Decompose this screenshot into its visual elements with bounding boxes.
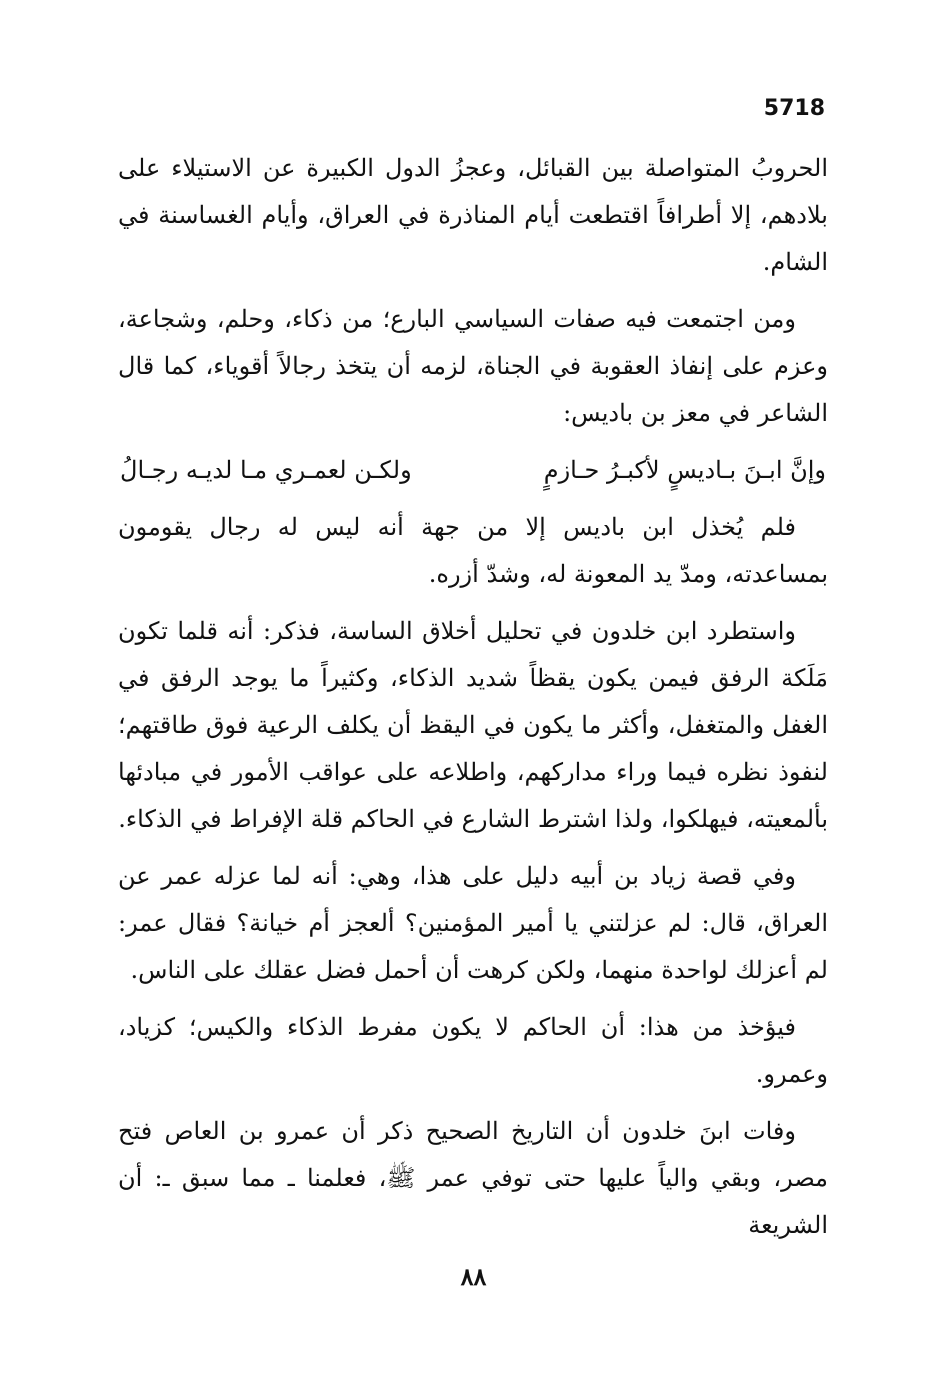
paragraph-5: وفي قصة زياد بن أبيه دليل على هذا، وهي: أنه لما عزله عمر عن العراق، قال: لم عزلتني يا أمير المؤمنين؟ ألعجز أم خيانة؟ فقال عمر: لم أعزلك لواحدة منهما، ولكن كرهت أن أحمل فضل عقلك على الناس. — [118, 862, 828, 984]
paragraph-4: واستطرد ابن خلدون في تحليل أخلاق الساسة، فذكر: أنه قلما تكون مَلَكة الرفق فيمن يكون يقظاً شديد الذكاء، وكثيراً ما يوجد الرفق في الغفل والمتغفل، وأكثر ما يكون في اليقظ أن يكلف الرعية فوق طاقتهم؛ لنفوذ نظره فيما وراء مداركهم، واطلاعه على عواقب الأمور في مبادئها بألمعيته، فيهلكوا، ولذا اشترط الشارع في الحاكم قلة الإفراط في الذكاء. — [118, 617, 828, 833]
paragraph-1: الحروبُ المتواصلة بين القبائل، وعجزُ الدول الكبيرة عن الاستيلاء على بلادهم، إلا أطرافاً اقتطعت أيام المناذرة في العراق، وأيام الغساسنة في الشام. — [118, 154, 828, 276]
poem-verse — [118, 447, 828, 494]
page-code: 5718 — [763, 96, 825, 121]
verse-second-hemistich: ولكـن لعمـري مـا لديـه رجـالُ — [120, 456, 412, 484]
paragraph-7: وفات ابنَ خلدون أن التاريخ الصحيح ذكر أن عمرو بن العاص فتح مصر، وبقي والياً عليها حتى توفي عمر ﷺ، فعلمنا ـ مما سبق ـ: أن الشريعة — [118, 1117, 828, 1239]
verse-first-hemistich: وإنَّ ابـنَ بـاديسٍ لأكبـرُ حـازمٍ — [543, 456, 826, 484]
paragraph-2: ومن اجتمعت فيه صفات السياسي البارع؛ من ذكاء، وحلم، وشجاعة، وعزم على إنفاذ العقوبة في الجناة، لزمه أن يتخذ رجالاً أقوياء، كما قال الشاعر في معز بن باديس: — [118, 305, 828, 427]
page-number: ٨٨ — [460, 1262, 487, 1291]
text-body — [118, 145, 828, 1259]
paragraph-6: فيؤخذ من هذا: أن الحاكم لا يكون مفرط الذكاء والكيس؛ كزياد، وعمرو. — [118, 1013, 828, 1088]
paragraph-3: فلم يُخذل ابن باديس إلا من جهة أنه ليس له رجال يقومون بمساعدته، ومدّ يد المعونة له، وشدّ أزره. — [118, 513, 828, 588]
